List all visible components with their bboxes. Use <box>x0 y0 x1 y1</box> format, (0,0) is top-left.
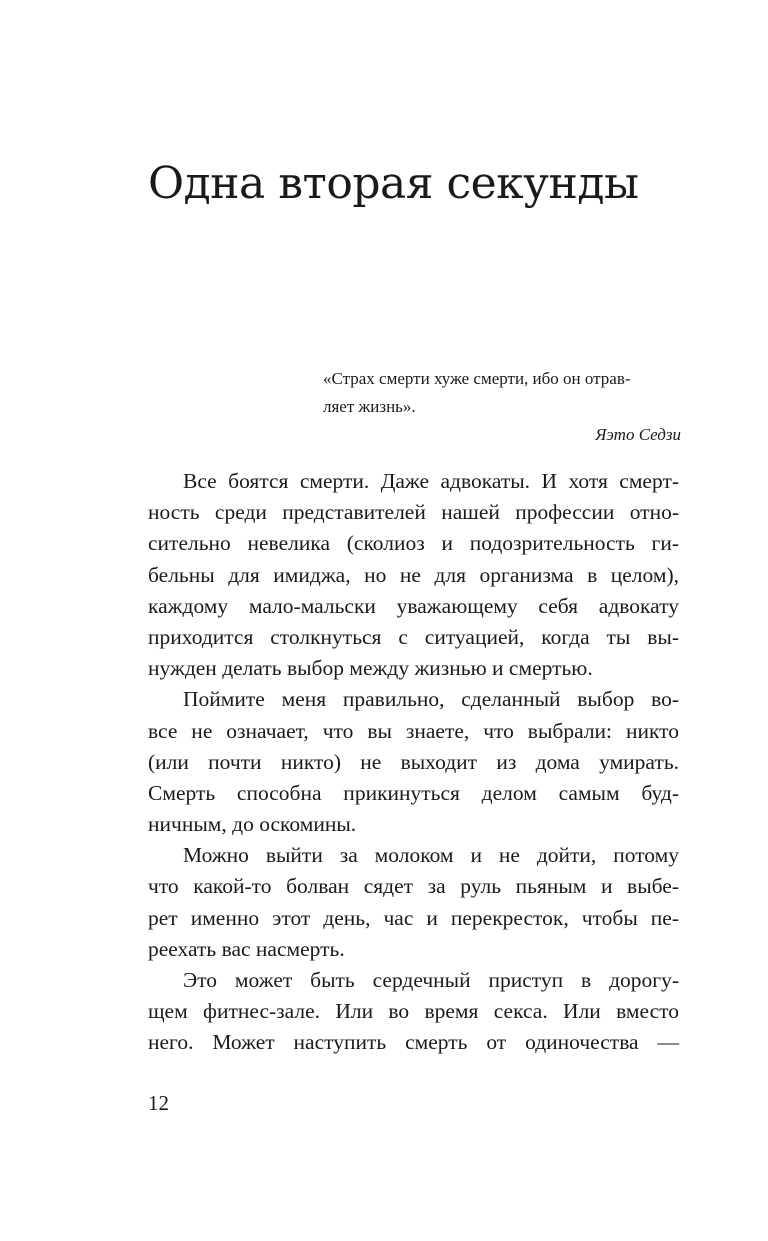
text-line: все не означает, что вы знаете, что выбрали: никто <box>148 718 679 743</box>
text-line: ность среди представителей нашей профессии отно- <box>148 500 679 525</box>
chapter-title: Одна вторая секунды <box>148 158 639 209</box>
text-line: что какой-то болван сядет за руль пьяным и выбе- <box>148 874 679 899</box>
text-line: Можно выйти за молоком и не дойти, потому <box>183 843 679 868</box>
text-line: рет именно этот день, час и перекресток, чтобы пе- <box>148 905 679 930</box>
text-line: Все боятся смерти. Даже адвокаты. И хотя смерт- <box>183 469 679 493</box>
page-number: 12 <box>148 1091 169 1115</box>
text-line: Это может быть сердечный приступ в дорогу- <box>183 968 679 992</box>
epigraph <box>323 365 681 449</box>
text-line: Смерть способна прикинуться делом самым буд- <box>148 780 679 805</box>
text-line: щем фитнес-зале. Или во время секса. Или вместо <box>148 999 679 1024</box>
text-line: приходится столкнуться с ситуацией, когда ты вы- <box>148 624 679 649</box>
text-line: (или почти никто) не выходит из дома умирать. <box>148 749 679 774</box>
text-line: сительно невелика (сколиоз и подозрительность ги- <box>148 531 679 556</box>
text-line: него. Может наступить смерть от одиночества — <box>148 1030 679 1055</box>
text-line: ничным, до оскомины. <box>148 812 357 837</box>
epigraph-line: ляет жизнь». <box>323 397 416 416</box>
text-line: бельны для имиджа, но не для организма в целом), <box>148 562 679 587</box>
body-text <box>148 466 679 1059</box>
text-line: реехать вас насмерть. <box>148 936 345 961</box>
text-line: Поймите меня правильно, сделанный выбор во- <box>183 687 679 712</box>
epigraph-line: «Страх смерти хуже смерти, ибо он отрав- <box>323 369 631 388</box>
text-line: каждому мало-мальски уважающему себя адвокату <box>148 593 679 618</box>
epigraph-author: Яэто Седзи <box>595 425 681 444</box>
text-line: нужден делать выбор между жизнью и смертью. <box>148 656 593 681</box>
